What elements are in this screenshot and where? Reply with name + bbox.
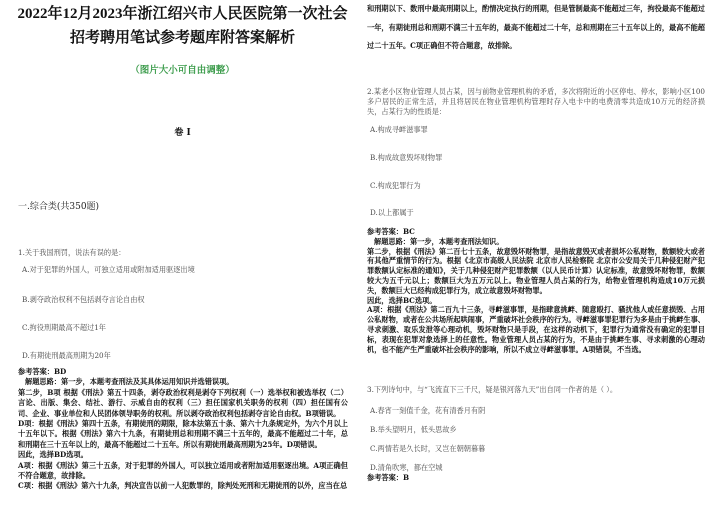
question-1-answer-block (18, 367, 348, 492)
question-1-option-a: A.对于犯罪的外国人，可独立适用或附加适用驱逐出境 (22, 265, 195, 274)
question-2-explanation-step-2: 第二步，根据《刑法》第二百七十五条，故意毁坏财物罪，是指故意毁灭或者损坏公私财物，数额较大或者有其他严重情节的行为。根据《北京市高级人民法院 北京市人民检察院 北京市公安局关于几种侵犯财产犯罪数额认定标准的通知》，关于几种侵犯财产犯罪数额（以人民币计算）认定标准，故意毁坏财物罪，数额较大为五千元以上；数额巨大为五万元以上。物业管理人员占某的行为，给物业管理机构造成10万元损失，数额巨大已经构成犯罪行为，成立故意毁坏财物罪。 (367, 246, 705, 295)
question-1-explanation-step-1: 解题思路：第一步，本题考查刑法及其具体运用知识并选错误项。 (25, 377, 234, 387)
question-1-explanation-c: C项：根据《刑法》第六十九条，判决宣告以前一人犯数罪的，除判处死刑和无期徒刑的以外，应当在总 (18, 481, 348, 491)
volume-label: 卷 I (174, 128, 191, 138)
question-2-explanation-a: A项：根据《刑法》第二百九十三条，寻衅滋事罪，是指肆意挑衅、随意殴打、骚扰他人或任意损毁、占用公私财物，或者在公共场所起哄闹事，严重破坏社会秩序的行为。寻衅滋事罪犯罪行为多是由于挑衅生事、寻求刺激、取乐发泄等心理动机，毁坏财物只是手段，在这样的动机下，犯罪行为通常没有确定的犯罪目标，表现在犯罪对象选择上的任意性。物业管理人员占某的行为，不是由于挑衅生事、寻求刺激的心理动机，也不能产生严重破坏社会秩序的影响，所以不成立寻衅滋事罪。A项错误，不当选。 (367, 305, 705, 354)
question-3-option-b: B.举头望明月，低头思故乡 (370, 425, 457, 434)
question-2-option-b: B.构成故意毁坏财物罪 (370, 153, 443, 162)
question-3-stem: 3.下列诗句中，与“飞流直下三千尺，疑是银河落九天”出自同一作者的是（ ）。 (367, 385, 618, 394)
question-1-explanation-b: 第二步，B项 根据《刑法》第五十四条，剥夺政治权利是剥夺下列权利（一）选举权和被选举权（二）言论、出版、集会、结社、游行、示威自由的权利（三）担任国家机关职务的权利（四）担任国有公司、企业、事业单位和人民团体领导职务的权利。所以剥夺政治权利包括剥夺言论自由权。B项错误。 (18, 387, 348, 418)
document-title-line-2: 招考聘用笔试参考题库附答案解析 (69, 30, 295, 46)
section-heading: 一.综合类(共350题) (18, 202, 100, 212)
question-1-stem: 1.关于我国刑罚，说法有误的是： (18, 248, 126, 257)
question-1-explanation-a: A项：根据《刑法》第三十五条，对于犯罪的外国人，可以独立适用或者附加适用驱逐出境。A项正确但不符合题意，故排除。 (18, 460, 348, 481)
question-2-explanation-conclusion: 因此，选择BC选项。 (367, 295, 437, 305)
question-2-option-c: C.构成犯罪行为 (370, 181, 421, 190)
question-2-stem: 2.某老小区物业管理人员占某，因与前物业管理机构的矛盾，多次将附近的小区停电、停水，影响小区100多户居民的正常生活，并且将居民在物业管理机构管理时存入电卡中的电费清零共造成10万元的经济损失，占某行为的性质是： (367, 87, 705, 116)
question-3-answer: 参考答案：B (367, 473, 410, 482)
question-2-answer-block (367, 227, 705, 354)
question-1-option-c: C.拘役刑期最高不超过1年 (22, 323, 106, 332)
document-title-line-1: 2022年12月2023年浙江绍兴市人民医院第一次社会 (17, 6, 348, 22)
question-3-option-d: D.清角吹寒，都在空城 (370, 463, 443, 472)
question-1-option-b: B.剥夺政治权利不包括剥夺言论自由权 (22, 295, 145, 304)
question-1-answer: 参考答案：BD (18, 367, 67, 376)
question-1-explanation-conclusion: 因此，选择BD选项。 (18, 450, 88, 460)
image-resize-note: （图片大小可自由调整） (130, 65, 235, 76)
question-3-option-a: A.春宵一刻值千金，花有清香月有阴 (370, 406, 486, 415)
question-1-option-d: D.有期徒刑最高刑期为20年 (22, 351, 111, 360)
question-2-explanation-step-1: 解题思路：第一步，本题考查刑法知识。 (374, 236, 504, 246)
question-1-explanation-d: D项：根据《刑法》第四十五条，有期徒刑的期限，除本法第五十条、第六十九条规定外，为六个月以上十五年以下。根据《刑法》第六十九条，有期徒刑总和刑期不满三十五年的，最高不能超过二十年，总和刑期在三十五年以上的，最高不能超过二十五年。所以有期徒刑最高刑期为25年。D项错误。 (18, 419, 348, 449)
question-2-option-d: D.以上都属于 (370, 208, 414, 217)
question-2-answer: 参考答案：BC (367, 227, 415, 236)
document-title (10, 2, 355, 50)
question-3-option-c: C.两情若是久长时，又岂在朝朝暮暮 (370, 444, 486, 453)
question-1-explanation-continued: 和刑期以下、数刑中最高刑期以上，酌情决定执行的刑期，但是管制最高不能超过三年，拘役最高不能超过一年，有期徒刑总和刑期不满三十五年的，最高不能超过二十年，总和刑期在三十五年以上的，最高不能超过二十五年。C项正确但不符合题意，故排除。 (367, 4, 705, 50)
question-2-option-a: A.构成寻衅滋事罪 (370, 125, 428, 134)
